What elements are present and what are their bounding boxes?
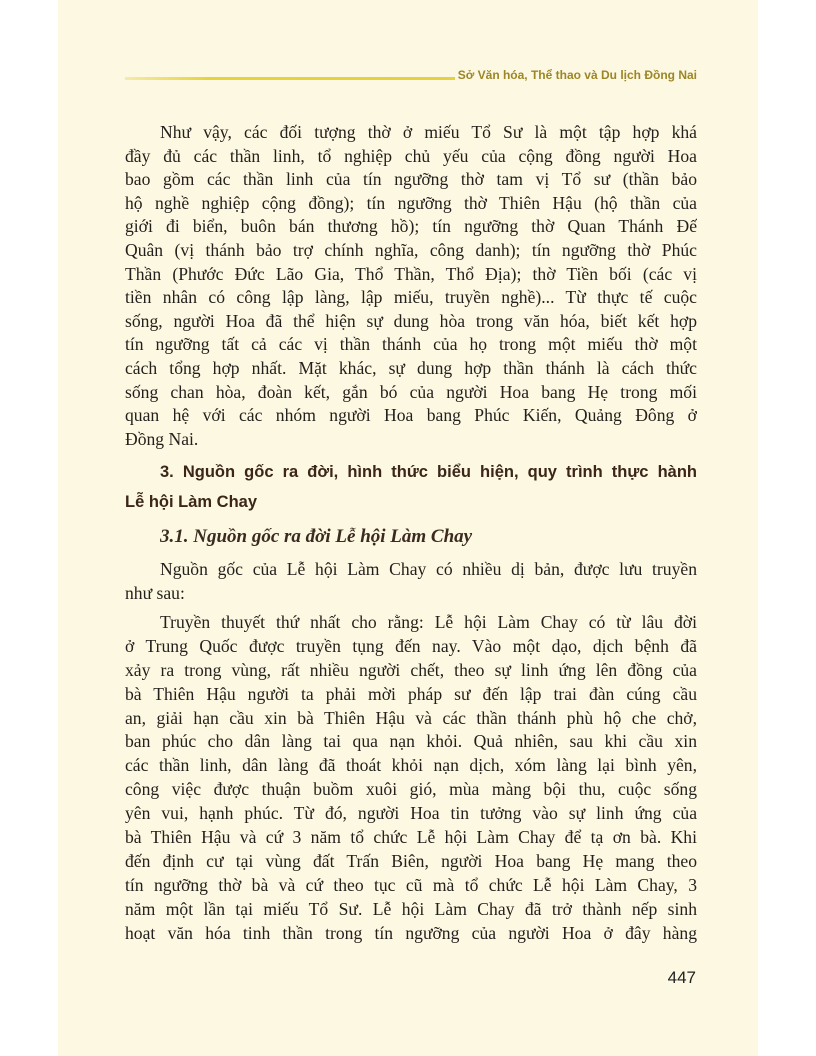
- text-line: Như vậy, các đối tượng thờ ở miếu Tổ Sư là một tập hợp khá: [160, 122, 697, 142]
- text-line: công việc được thuận buồm xuôi gió, mùa màng bội thu, cuộc sống: [125, 779, 697, 800]
- subheading-line: 3.1. Nguồn gốc ra đời Lễ hội Làm Chay: [160, 526, 473, 547]
- paragraph: [125, 558, 697, 605]
- text-line: ở Trung Quốc được truyền tụng đến nay. Vào một dạo, dịch bệnh đã: [125, 635, 697, 656]
- text-line: sống, người Hoa đã thể hiện sự dung hòa trong văn hóa, biết kết hợp: [125, 310, 697, 331]
- text-line: Thần (Phước Đức Lão Gia, Thổ Thần, Thổ Địa); thờ Tiền bối (các vị: [125, 263, 697, 284]
- paragraph: [125, 611, 697, 945]
- text-line: như sau:: [125, 582, 185, 603]
- text-line: cách tổng hợp nhất. Mặt khác, sự dung hợp thần thánh là cách thức: [125, 357, 697, 378]
- text-line: đến định cư tại vùng đất Trấn Biên, người Hoa bang Hẹ mang theo: [125, 850, 697, 871]
- heading-line: Lễ hội Làm Chay: [125, 493, 258, 511]
- text-line: giới đi biển, buôn bán thương hồ); tín ngưỡng thờ Quan Thánh Đế: [125, 216, 697, 237]
- text-line: xảy ra trong vùng, rất nhiều người chết, theo sự linh ứng lên đồng của: [125, 659, 697, 680]
- text-line: bà Thiên Hậu và cứ 3 năm tổ chức Lễ hội Làm Chay để tạ ơn bà. Khi: [125, 827, 697, 848]
- subsection-heading: [125, 525, 697, 549]
- text-line: tín ngưỡng tất cả các vị thần thánh của họ trong một miếu thờ một: [125, 334, 697, 355]
- page-number: 447: [667, 968, 696, 987]
- text-line: các thần linh, dân làng đã thoát khỏi nạn dịch, xóm làng lại bình yên,: [125, 755, 697, 776]
- text-line: tín ngưỡng thờ bà và cứ theo tục cũ mà tổ chức Lễ hội Làm Chay, 3: [125, 874, 697, 895]
- text-line: ban phúc cho dân làng tai qua nạn khỏi. Quả nhiên, sau khi cầu xin: [125, 731, 697, 752]
- text-line: tiền nhân có công lập làng, lập miếu, truyền nghề)... Từ thực tế cuộc: [125, 287, 697, 308]
- text-line: năm một lần tại miếu Tổ Sư. Lễ hội Làm Chay đã trở thành nếp sinh: [125, 898, 697, 919]
- text-line: bao gồm các thần linh của tín ngưỡng thờ tam vị Tổ sư (thần bảo: [125, 169, 697, 190]
- text-line: Nguồn gốc của Lễ hội Làm Chay có nhiều dị bản, được lưu truyền: [160, 559, 697, 579]
- running-header: Sở Văn hóa, Thể thao và Du lịch Đồng Nai: [457, 68, 697, 82]
- text-line: Quân (vị thánh bảo trợ chính nghĩa, công danh); tín ngưỡng thờ Phúc: [125, 239, 697, 260]
- text-line: hoạt văn hóa tinh thần trong tín ngưỡng của người Hoa ở đây hàng: [125, 922, 697, 943]
- header-rule: [125, 77, 455, 80]
- text-line: Truyền thuyết thứ nhất cho rằng: Lễ hội Làm Chay có từ lâu đời: [160, 612, 697, 632]
- text-line: hộ nghề nghiệp cộng đồng); tín ngưỡng thờ Thiên Hậu (hộ thần của: [125, 192, 697, 213]
- text-line: yên vui, hạnh phúc. Từ đó, người Hoa tin tưởng vào sự linh ứng của: [125, 803, 697, 824]
- text-line: an, giải hạn cầu xin bà Thiên Hậu và các thần thánh phù hộ che chở,: [125, 707, 697, 728]
- text-line: Đồng Nai.: [125, 428, 199, 449]
- text-line: bà Thiên Hậu người ta phải mời pháp sư đến lập trai đàn cúng cầu: [125, 683, 697, 704]
- heading-line: 3. Nguồn gốc ra đời, hình thức biểu hiện, quy trình thực hành: [160, 463, 697, 481]
- paragraph: [125, 121, 697, 451]
- text-line: đầy đủ các thần linh, tổ nghiệp chủ yếu của cộng đồng người Hoa: [125, 145, 697, 166]
- text-line: sống chan hòa, đoàn kết, gắn bó của người Hoa bang Hẹ trong mối: [125, 381, 697, 402]
- section-heading: [125, 457, 697, 517]
- text-line: quan hệ với các nhóm người Hoa bang Phúc Kiến, Quảng Đông ở: [125, 405, 697, 426]
